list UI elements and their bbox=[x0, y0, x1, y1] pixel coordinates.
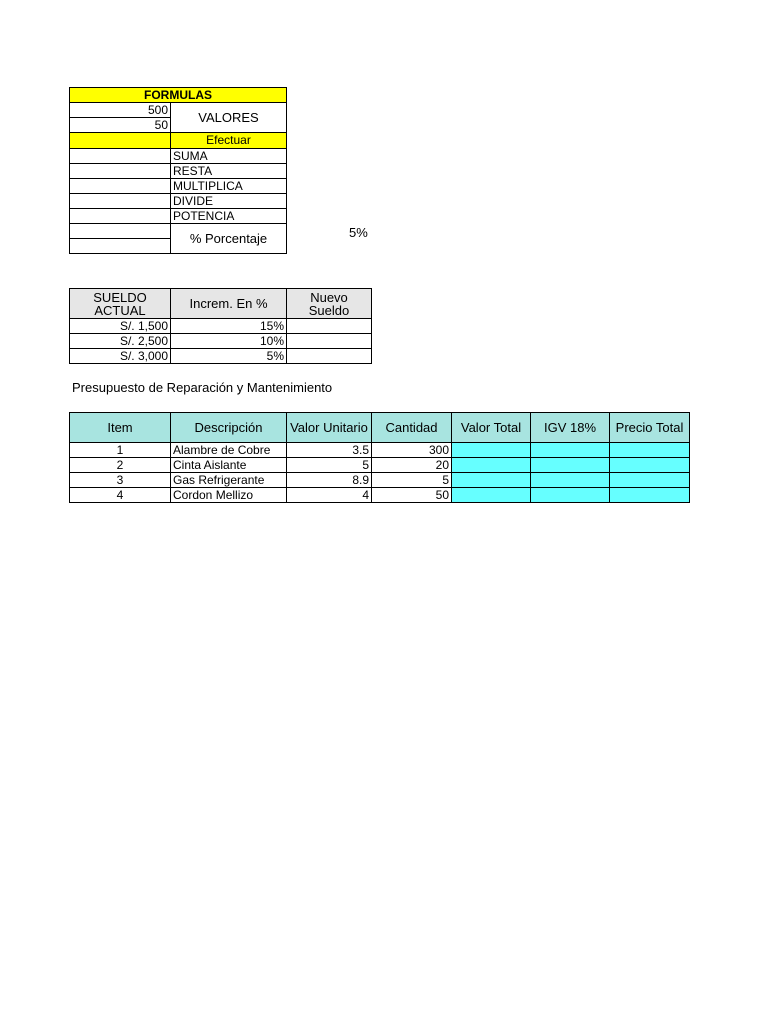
suma-result-cell[interactable] bbox=[70, 149, 171, 164]
sueldo-table bbox=[69, 288, 372, 364]
table-row bbox=[70, 458, 690, 473]
porcentaje-result-cell-2[interactable] bbox=[70, 239, 171, 254]
header-precio-total[interactable]: Precio Total bbox=[610, 413, 690, 443]
cantidad-cell[interactable]: 50 bbox=[372, 488, 452, 503]
cantidad-cell[interactable]: 5 bbox=[372, 473, 452, 488]
porcentaje-result-cell-1[interactable] bbox=[70, 224, 171, 239]
nuevo-sueldo-cell[interactable] bbox=[287, 349, 372, 364]
header-valor-total[interactable]: Valor Total bbox=[452, 413, 531, 443]
valor-total-cell[interactable] bbox=[452, 458, 531, 473]
sueldo-actual-cell[interactable]: S/. 3,000 bbox=[70, 349, 171, 364]
porcentaje-label[interactable]: % Porcentaje bbox=[171, 224, 287, 254]
increm-cell[interactable]: 10% bbox=[171, 334, 287, 349]
precio-total-cell[interactable] bbox=[610, 488, 690, 503]
igv-cell[interactable] bbox=[531, 443, 610, 458]
operation-divide[interactable]: DIVIDE bbox=[171, 194, 287, 209]
operation-suma[interactable]: SUMA bbox=[171, 149, 287, 164]
header-descripcion[interactable]: Descripción bbox=[171, 413, 287, 443]
header-valor-unitario[interactable]: Valor Unitario bbox=[287, 413, 372, 443]
sueldo-actual-cell[interactable]: S/. 1,500 bbox=[70, 319, 171, 334]
value-a-cell[interactable]: 500 bbox=[70, 103, 171, 118]
porcentaje-value[interactable]: 5% bbox=[349, 225, 368, 240]
resta-result-cell[interactable] bbox=[70, 164, 171, 179]
formulas-table bbox=[69, 87, 287, 254]
precio-total-cell[interactable] bbox=[610, 458, 690, 473]
value-b-cell[interactable]: 50 bbox=[70, 118, 171, 133]
header-increm[interactable]: Increm. En % bbox=[171, 289, 287, 319]
header-cantidad[interactable]: Cantidad bbox=[372, 413, 452, 443]
potencia-result-cell[interactable] bbox=[70, 209, 171, 224]
valor-unitario-cell[interactable]: 5 bbox=[287, 458, 372, 473]
descripcion-cell[interactable]: Cinta Aislante bbox=[171, 458, 287, 473]
table-row bbox=[70, 443, 690, 458]
table-row bbox=[70, 349, 372, 364]
valor-total-cell[interactable] bbox=[452, 488, 531, 503]
igv-cell[interactable] bbox=[531, 458, 610, 473]
presupuesto-table bbox=[69, 412, 690, 503]
precio-total-cell[interactable] bbox=[610, 473, 690, 488]
table-row bbox=[70, 334, 372, 349]
descripcion-cell[interactable]: Alambre de Cobre bbox=[171, 443, 287, 458]
header-nuevo-sueldo[interactable]: Nuevo Sueldo bbox=[287, 289, 372, 319]
efectuar-label[interactable]: Efectuar bbox=[171, 133, 287, 149]
item-cell[interactable]: 4 bbox=[70, 488, 171, 503]
increm-cell[interactable]: 5% bbox=[171, 349, 287, 364]
valores-label[interactable]: VALORES bbox=[171, 103, 287, 133]
igv-cell[interactable] bbox=[531, 488, 610, 503]
igv-cell[interactable] bbox=[531, 473, 610, 488]
operation-resta[interactable]: RESTA bbox=[171, 164, 287, 179]
increm-cell[interactable]: 15% bbox=[171, 319, 287, 334]
header-igv[interactable]: IGV 18% bbox=[531, 413, 610, 443]
operation-potencia[interactable]: POTENCIA bbox=[171, 209, 287, 224]
cantidad-cell[interactable]: 300 bbox=[372, 443, 452, 458]
table-row bbox=[70, 488, 690, 503]
multiplica-result-cell[interactable] bbox=[70, 179, 171, 194]
item-cell[interactable]: 1 bbox=[70, 443, 171, 458]
descripcion-cell[interactable]: Gas Refrigerante bbox=[171, 473, 287, 488]
precio-total-cell[interactable] bbox=[610, 443, 690, 458]
efectuar-result-cell[interactable] bbox=[70, 133, 171, 149]
divide-result-cell[interactable] bbox=[70, 194, 171, 209]
header-item[interactable]: Item bbox=[70, 413, 171, 443]
item-cell[interactable]: 3 bbox=[70, 473, 171, 488]
descripcion-cell[interactable]: Cordon Mellizo bbox=[171, 488, 287, 503]
valor-unitario-cell[interactable]: 8.9 bbox=[287, 473, 372, 488]
valor-unitario-cell[interactable]: 4 bbox=[287, 488, 372, 503]
nuevo-sueldo-cell[interactable] bbox=[287, 334, 372, 349]
table-row bbox=[70, 473, 690, 488]
table-row bbox=[70, 319, 372, 334]
valor-unitario-cell[interactable]: 3.5 bbox=[287, 443, 372, 458]
formulas-title[interactable]: FORMULAS bbox=[70, 88, 287, 103]
valor-total-cell[interactable] bbox=[452, 443, 531, 458]
cantidad-cell[interactable]: 20 bbox=[372, 458, 452, 473]
operation-multiplica[interactable]: MULTIPLICA bbox=[171, 179, 287, 194]
item-cell[interactable]: 2 bbox=[70, 458, 171, 473]
presupuesto-title[interactable]: Presupuesto de Reparación y Mantenimiento bbox=[72, 380, 333, 395]
sueldo-actual-cell[interactable]: S/. 2,500 bbox=[70, 334, 171, 349]
nuevo-sueldo-cell[interactable] bbox=[287, 319, 372, 334]
header-sueldo-actual[interactable]: SUELDO ACTUAL bbox=[70, 289, 171, 319]
valor-total-cell[interactable] bbox=[452, 473, 531, 488]
